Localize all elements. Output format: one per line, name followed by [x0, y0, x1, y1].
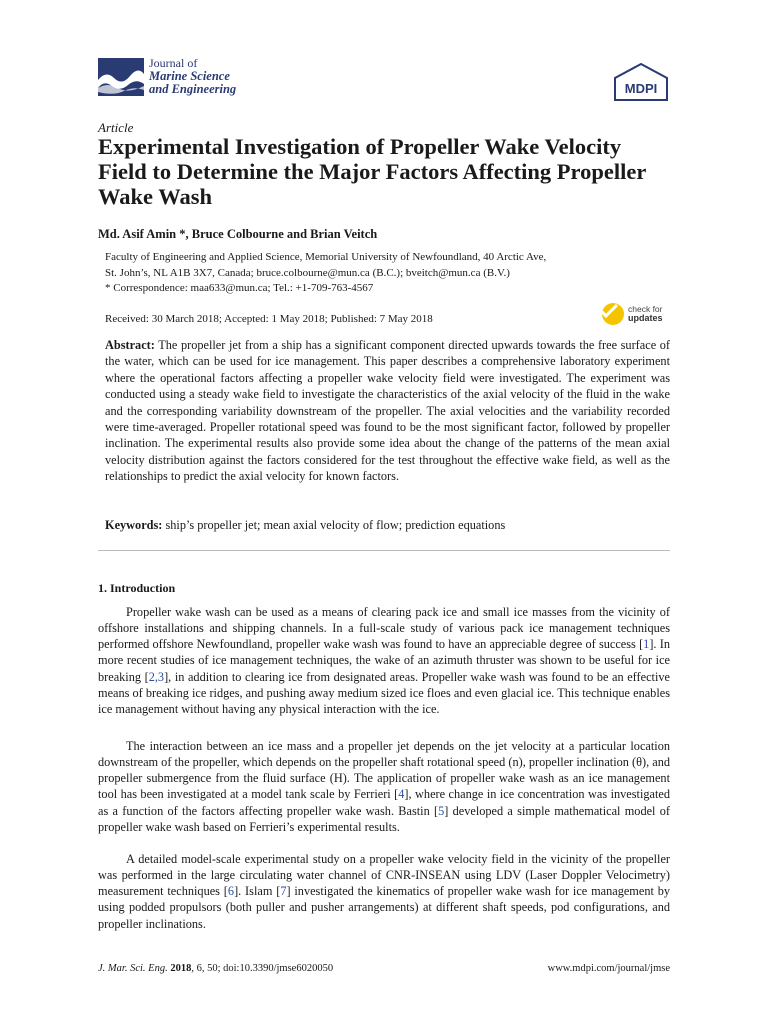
- volume-doi: , 6, 50; doi:10.3390/jmse6020050: [191, 963, 334, 974]
- paragraph-text: The interaction between an ice mass and a propeller jet depends on the jet velocity at a particular location downstream of the propeller, which depends on the propeller shaft rotational speed (n), propeller inclination (θ), and propeller submergence from the fluid surface (H). The application of propeller wake wash as an ice management tool has been investigated at a model tank scale by Ferrieri [: [98, 739, 670, 802]
- journal-logo-icon: [98, 58, 144, 96]
- abstract: [105, 337, 670, 485]
- paragraph-text: A detailed model-scale experimental study on a propeller wake velocity field in the vicinity of the propeller was performed in the large circulating water channel of CNR-INSEAN using LDV (Laser Doppler Velocimetry) measurement techniques [: [98, 852, 670, 899]
- paragraph: [98, 851, 670, 932]
- section-divider: [98, 550, 670, 551]
- keywords-text: ship’s propeller jet; mean axial velocity of flow; prediction equations: [165, 518, 506, 532]
- article-title: Experimental Investigation of Propeller Wake Velocity Field to Determine the Major Factors Affecting Propeller Wake Wash: [98, 134, 646, 209]
- paragraph-text: ]. In more recent studies of ice management techniques, the wake of an azimuth thruster was shown to be useful for ice breaking [: [98, 637, 670, 684]
- check-for-updates-button[interactable]: [602, 303, 672, 327]
- article-type: Article: [98, 120, 134, 135]
- affiliation-line: Faculty of Engineering and Applied Science, Memorial University of Newfoundland, 40 Arctic Ave,: [105, 251, 547, 263]
- citation-link[interactable]: 5: [438, 803, 445, 818]
- section-heading: 1. Introduction: [98, 581, 176, 595]
- paragraph-text: ], in addition to clearing ice from designated areas. Propeller wake wash was found to be an effective means of breaking ice ridges, and pushing away medium sized ice floes and even glacial ice. This technique enables ice management without having any physical interaction with the ice.: [98, 669, 670, 716]
- svg-text:MDPI: MDPI: [624, 81, 658, 96]
- citation-link[interactable]: 4: [398, 787, 405, 802]
- abstract-text: The propeller jet from a ship has a significant component directed upwards towards the free surface of the water, which can be used for ice management. This paper describes a comprehensive laboratory experiment where the operational factors affecting a propeller wake velocity field were investigated. The experiment was conducted using a steady wake field to investigate the characteristics of the axial velocity of the fluid in the wake and the corresponding variability downstream of the propeller. The axial velocities and the variability recorded were time-averaged. Propeller rotational speed was found to be the most significant factor, followed by propeller inclination. The experimental results also provide some idea about the change of the patterns of the mean axial velocity distribution against the factors considered for the test throughout the effective wake field, as well as the relationships to predict the axial velocity for known factors.: [105, 338, 670, 484]
- publication-dates: Received: 30 March 2018; Accepted: 1 May 2018; Published: 7 May 2018: [105, 313, 433, 325]
- citation-link[interactable]: 2,3: [148, 669, 165, 684]
- footer-citation: [98, 963, 333, 974]
- keywords: [105, 518, 670, 533]
- affiliation-line: St. John’s, NL A1B 3X7, Canada; bruce.colbourne@mun.ca (B.C.); bveitch@mun.ca (B.V.): [105, 266, 510, 279]
- check-updates-label: check for: [628, 304, 663, 314]
- paragraph-text: ] developed a simple mathematical model of propeller wake wash based on Ferrieri’s experimental results.: [98, 803, 670, 834]
- author-list: Md. Asif Amin *, Bruce Colbourne and Brian Veitch: [98, 227, 378, 241]
- check-badge-icon: [602, 303, 624, 325]
- paragraph: [98, 738, 670, 835]
- correspondence-line: * Correspondence: maa633@mun.ca; Tel.: +1-709-763-4567: [105, 282, 374, 294]
- journal-name: [149, 57, 236, 96]
- citation-link[interactable]: 1: [643, 637, 650, 652]
- citation-link[interactable]: 7: [280, 884, 287, 899]
- paragraph-text: ]. Islam [: [234, 884, 281, 899]
- check-updates-label: updates: [628, 313, 663, 323]
- paragraph-text: Propeller wake wash can be used as a means of clearing pack ice and small ice masses from the vicinity of offshore installations and shipping channels. In a full-scale study of various pack ice management techniques performed offshore Newfoundland, propeller wake wash was found to have an appreciable degree of success [: [98, 605, 670, 652]
- paragraph-text: ] investigated the kinematics of propeller wake wash for ice management by using podded propulsors (both puller and pusher arrangements) at different shaft speeds, pod configurations, and propeller inclinations.: [98, 884, 671, 931]
- paragraph-text: ], where change in ice concentration was investigated as a function of the factors affecting propeller wake wash. Bastin [: [98, 787, 671, 818]
- journal-abbreviation: J. Mar. Sci. Eng.: [98, 963, 168, 974]
- abstract-label: Abstract:: [105, 338, 155, 352]
- journal-title-line2: and Engineering: [149, 82, 237, 96]
- journal-of-label: Journal of: [149, 56, 198, 70]
- affiliation-block: [105, 250, 665, 297]
- paragraph: [98, 604, 670, 717]
- mdpi-logo-icon: [612, 63, 670, 101]
- keywords-label: Keywords:: [105, 518, 163, 532]
- citation-link[interactable]: 6: [227, 884, 235, 899]
- publication-year: 2018: [170, 963, 192, 974]
- journal-url-link[interactable]: www.mdpi.com/journal/jmse: [547, 963, 670, 974]
- journal-title-line1: Marine Science: [149, 69, 230, 83]
